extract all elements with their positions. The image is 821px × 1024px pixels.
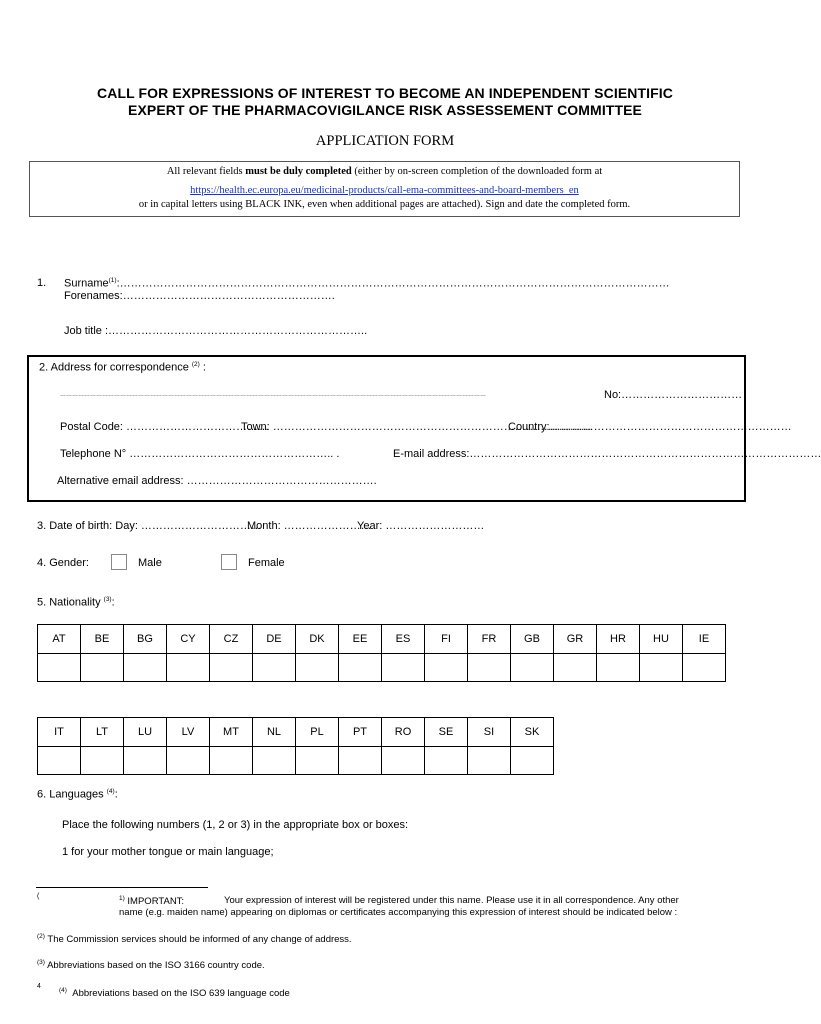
nationality-code-de: DE [253,625,296,654]
nationality-code-lv: LV [167,718,210,747]
languages-item-1: 1 for your mother tongue or main language; [62,846,274,858]
nationality-box-si[interactable] [468,747,511,775]
nationality-code-mt: MT [210,718,253,747]
house-number-field[interactable]: No:…………………………… [604,389,743,401]
footnote1-important: $^{1)}$ IMPORTANT: [119,895,185,908]
female-checkbox[interactable] [221,554,237,570]
dob-month-field[interactable]: Month: …………………… [247,520,372,532]
town-field[interactable]: Town: …………………………………………………………………………… [241,421,592,433]
nationality-box-bg[interactable] [124,654,167,682]
nationality-table-1 [37,624,726,682]
instructions-box [29,161,740,217]
nationality-code-gb: GB [511,625,554,654]
nationality-box-fi[interactable] [425,654,468,682]
nationality-box-gr[interactable] [554,654,597,682]
nationality-box-ro[interactable] [382,747,425,775]
nationality-box-hu[interactable] [640,654,683,682]
dob-year-field[interactable]: Year: ……………………… [357,520,485,532]
instructions-line3: or in capital letters using BLACK INK, even when additional pages are attached). Sign and date the completed form. [138,199,631,210]
country-field[interactable]: Country:………………………………………………………… [508,421,792,433]
nationality-table-2 [37,717,554,775]
nationality-code-es: ES [382,625,425,654]
footnote2: $^{(2)}$ The Commission services should be informed of any change of address. [37,933,352,946]
nationality-code-hr: HR [597,625,640,654]
footnote3: $^{(3)}$ Abbreviations based on the ISO 3166 country code. [37,959,265,972]
footnote1-text2: name (e.g. maiden name) appearing on diplomas or certificates accompanying this expression of interest should be indicated below : [119,907,678,918]
footnote4: $^{(4)}$ Abbreviations based on the ISO 639 language code [59,987,290,1000]
email-field[interactable]: E-mail address:…………………………………………………………………………………… [393,448,821,460]
nationality-box-fr[interactable] [468,654,511,682]
address-line-field[interactable]: …………………………………………………………………………………………………………………………………………………………………………………………… [60,392,486,398]
nationality-code-ro: RO [382,718,425,747]
nationality-box-lv[interactable] [167,747,210,775]
nationality-code-at: AT [38,625,81,654]
nationality-box-mt[interactable] [210,747,253,775]
job-title-field[interactable]: Job title :…………………………………………………………….. [64,325,368,337]
male-checkbox[interactable] [111,554,127,570]
nationality-code-cy: CY [167,625,210,654]
dob-day-field[interactable]: 3. Date of birth: Day: …………………………… [37,520,262,532]
nationality-box-es[interactable] [382,654,425,682]
instructions-link[interactable]: https://health.ec.europa.eu/medicinal-products/call-ema-committees-and-board-members_en [190,185,579,196]
page-title-line1: CALL FOR EXPRESSIONS OF INTEREST TO BECOME AN INDEPENDENT SCIENTIFIC [97,85,673,101]
surname-field[interactable]: Surname$^{(1)}$:…………………………………………………………………………………………………………………………………… [64,277,670,290]
languages-instruction: Place the following numbers (1, 2 or 3) in the appropriate box or boxes: [62,819,409,831]
nationality-code-cz: CZ [210,625,253,654]
nationality-box-cy[interactable] [167,654,210,682]
nationality-code-fr: FR [468,625,511,654]
nationality-box-dk[interactable] [296,654,339,682]
nationality-box-gb[interactable] [511,654,554,682]
page-title-line2: EXPERT OF THE PHARMACOVIGILANCE RISK ASSESSEMENT COMMITTEE [128,102,642,118]
nationality-code-se: SE [425,718,468,747]
nationality-box-it[interactable] [38,747,81,775]
nationality-box-ee[interactable] [339,654,382,682]
nationality-code-sk: SK [511,718,554,747]
nationality-box-pl[interactable] [296,747,339,775]
nationality-box-cz[interactable] [210,654,253,682]
nationality-code-ie: IE [683,625,726,654]
footnote1-marker: ( [37,893,40,900]
nationality-code-fi: FI [425,625,468,654]
section1-number: 1. [37,277,47,289]
nationality-box-sk[interactable] [511,747,554,775]
footnote1-text1: Your expression of interest will be registered under this name. Please use it in all correspondence. Any other [224,895,679,906]
nationality-code-lu: LU [124,718,167,747]
nationality-code-si: SI [468,718,511,747]
nationality-code-bg: BG [124,625,167,654]
male-label: Male [138,557,162,569]
nationality-box-hr[interactable] [597,654,640,682]
telephone-field[interactable]: Telephone N° ……………………………………………….. . [60,448,340,460]
instructions-line1: All relevant fields must be duly completed (either by on-screen completion of the downloaded form at [166,166,603,177]
nationality-code-dk: DK [296,625,339,654]
nationality-box-ie[interactable] [683,654,726,682]
gender-label: 4. Gender: [37,557,89,569]
nationality-box-se[interactable] [425,747,468,775]
female-label: Female [248,557,285,569]
nationality-box-at[interactable] [38,654,81,682]
languages-label: 6. Languages $^{(4)}$: [37,788,118,801]
footnote4-marker: 4 [37,983,41,990]
footnote-separator [36,887,208,888]
forenames-field[interactable]: Forenames:…………………………………………………. [64,290,335,302]
nationality-code-pl: PL [296,718,339,747]
nationality-box-de[interactable] [253,654,296,682]
nationality-code-be: BE [81,625,124,654]
form-subtitle: APPLICATION FORM [315,133,455,149]
nationality-box-be[interactable] [81,654,124,682]
nationality-code-lt: LT [81,718,124,747]
nationality-box-nl[interactable] [253,747,296,775]
nationality-box-lu[interactable] [124,747,167,775]
nationality-box-pt[interactable] [339,747,382,775]
alt-email-field[interactable]: Alternative email address: ……………………………………………. [57,475,377,487]
nationality-code-nl: NL [253,718,296,747]
nationality-code-it: IT [38,718,81,747]
nationality-label: 5. Nationality $^{(3)}$: [37,596,115,609]
nationality-box-lt[interactable] [81,747,124,775]
address-label: 2. Address for correspondence $^{(2)}$ : [39,361,206,374]
nationality-code-hu: HU [640,625,683,654]
nationality-code-pt: PT [339,718,382,747]
nationality-code-gr: GR [554,625,597,654]
nationality-code-ee: EE [339,625,382,654]
postal-code-field[interactable]: Postal Code: ………………………………… [60,421,270,433]
